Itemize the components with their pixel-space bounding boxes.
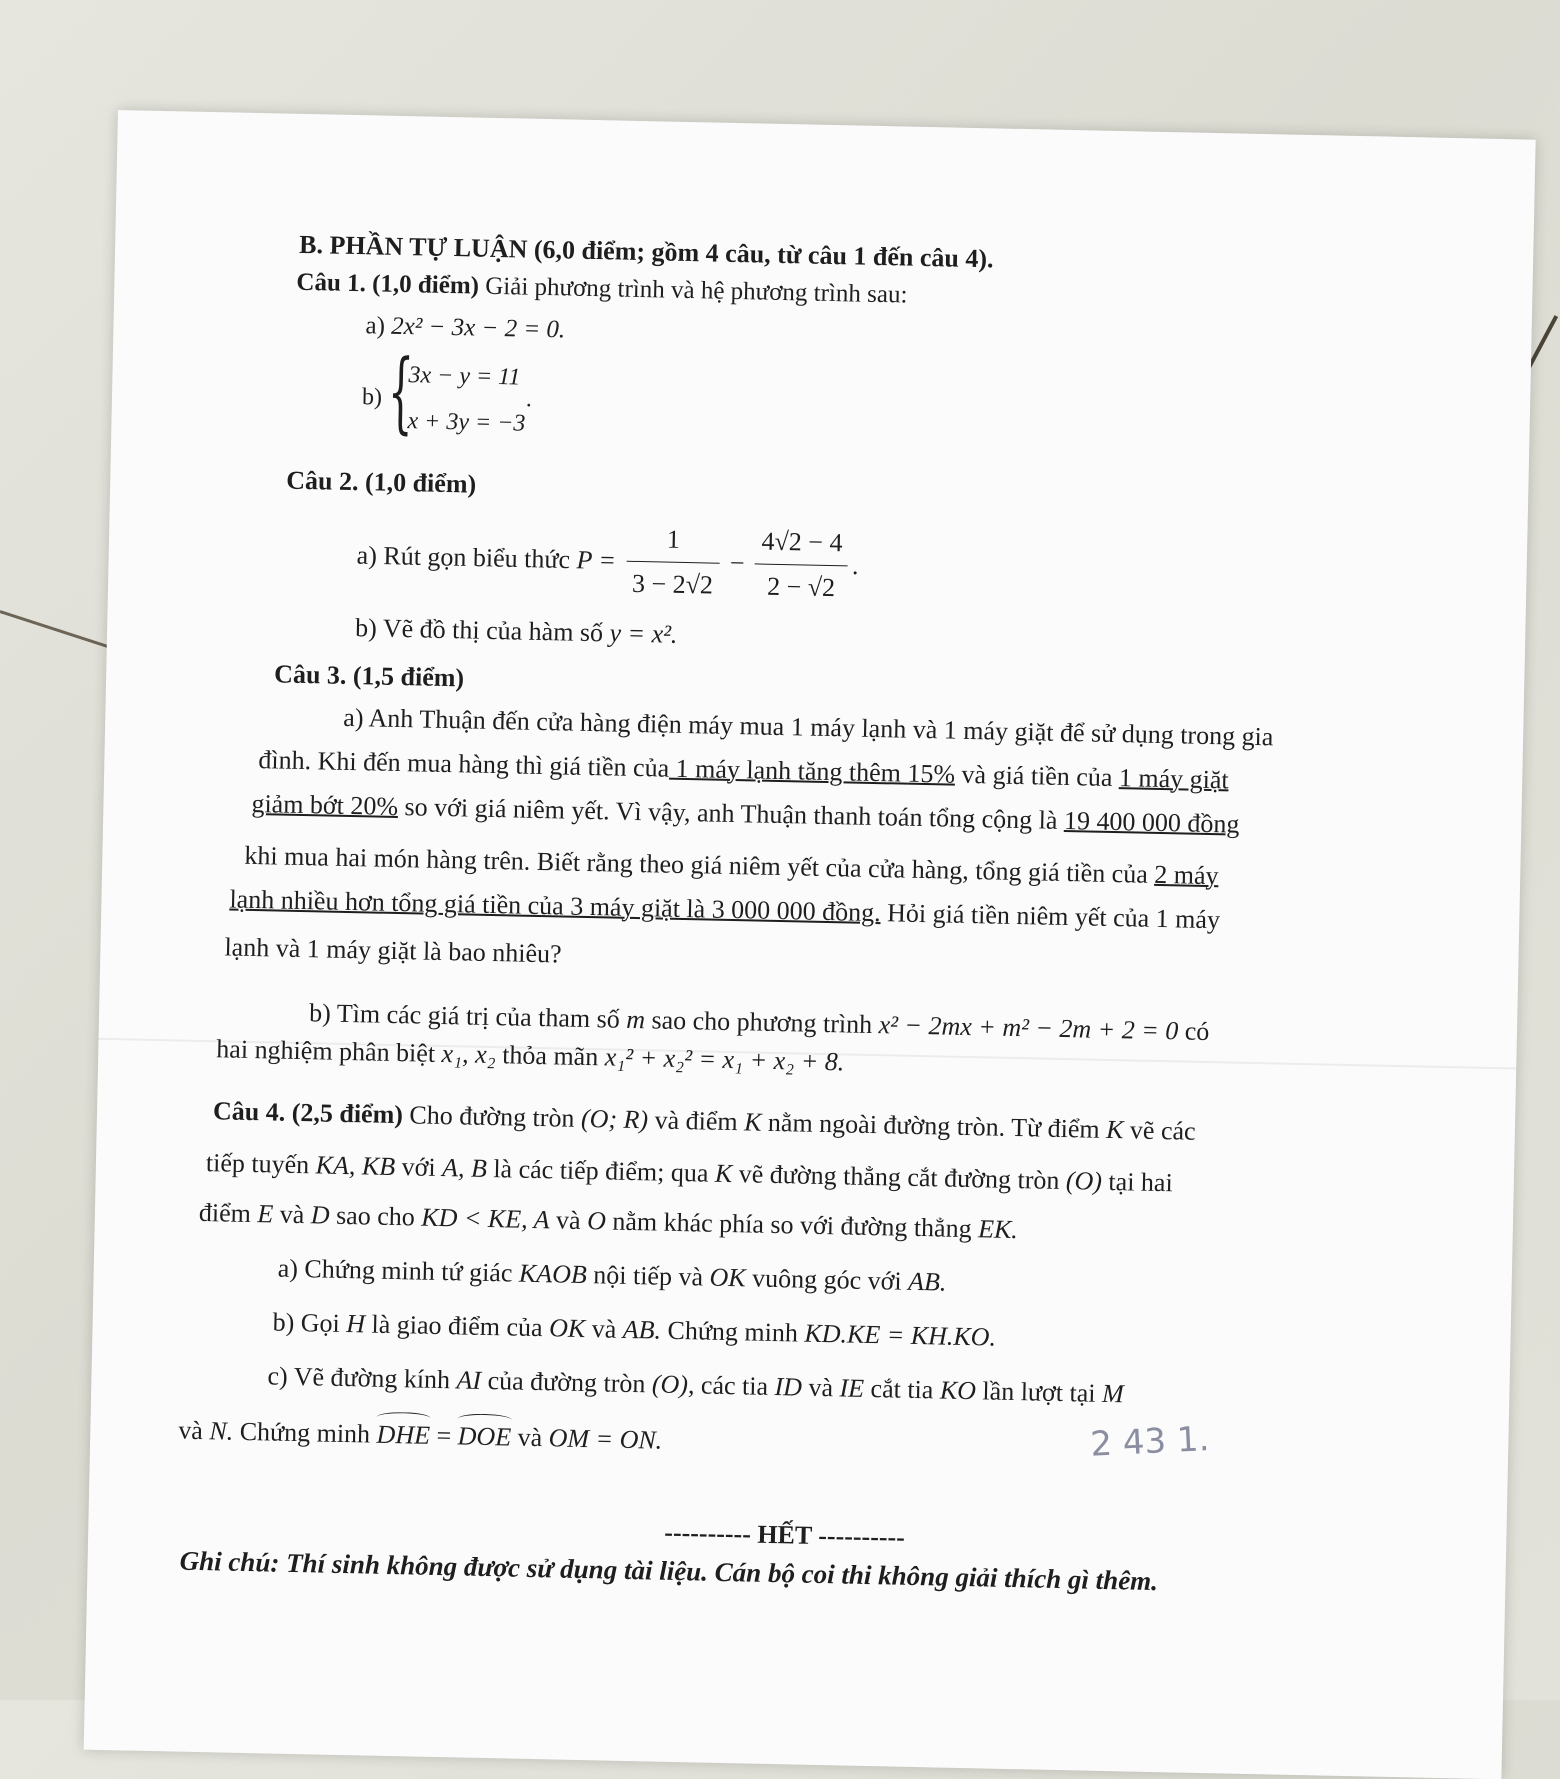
q4-part-a: a) Chứng minh tứ giác KAOB nội tiếp và OK vuông góc với AB.	[277, 1253, 947, 1297]
question-4-line-2: tiếp tuyến KA, KB với A, B là các tiếp điểm; qua K vẽ đường thẳng cắt đường tròn (O) tại hai	[205, 1148, 1174, 1198]
q3-part-b-line-1: b) Tìm các giá trị của tham số m sao cho phương trình x² − 2mx + m² − 2m + 2 = 0 có	[308, 998, 1210, 1047]
arc-dhe: DHE	[376, 1418, 430, 1453]
q3-line-4: khi mua hai món hàng trên. Biết rằng theo giá niêm yết của cửa hàng, tổng giá tiền của 2 máy	[244, 840, 1219, 891]
q4-part-c: c) Vẽ đường kính AI của đường tròn (O), các tia ID và IE cắt tia KO lần lượt tại M	[267, 1361, 1124, 1409]
end-mark: ---------- HẾT ----------	[664, 1517, 906, 1552]
q3-line-3: giảm bớt 20% so với giá niêm yết. Vì vậy, anh Thuận thanh toán tổng cộng là 19 400 000 đồng	[251, 788, 1240, 839]
q3-line-1: a) Anh Thuận đến cửa hàng điện máy mua 1 máy lạnh và 1 máy giặt để sử dụng trong gia	[343, 702, 1274, 752]
fraction: $\frac{1}{3 - 2√2}$	[626, 519, 721, 606]
q4-part-b: b) Gọi H là giao điểm của OK và AB. Chứng minh KD.KE = KH.KO.	[272, 1307, 997, 1352]
q2-part-b: b) Vẽ đồ thị của hàm số y = x².	[354, 613, 678, 649]
q1-part-b: b) { 3x − y = 11 x + 3y = −3 .	[361, 351, 533, 447]
q4-part-c-line-2: và N. Chứng minh DHE = DOE và OM = ON.	[178, 1415, 663, 1455]
question-3: Câu 3. (1,5 điểm)	[273, 659, 465, 693]
q3-line-2: đình. Khi đến mua hàng thì giá tiền của 1 máy lạnh tăng thêm 15% và giá tiền của 1 máy giặt	[258, 745, 1229, 795]
q3-line-6: lạnh và 1 máy giặt là bao nhiêu?	[224, 932, 562, 969]
footnote: Ghi chú: Thí sinh không được sử dụng tài liệu. Cán bộ coi thi không giải thích gì thêm.	[179, 1545, 1159, 1597]
question-2: Câu 2. (1,0 điểm)	[285, 465, 477, 499]
fraction: $\frac{4√2 - 4}{2 - √2}$	[754, 521, 849, 608]
q2-part-a: a) Rút gọn biểu thức P = $\frac{1}{3 - 2√2}$ − $\frac{4√2 - 4}{2 - √2}$ .	[356, 513, 860, 608]
sheet-content	[84, 110, 1536, 1779]
q1-part-a: a) 2x² − 3x − 2 = 0.	[365, 312, 566, 344]
equation-system: { 3x − y = 11 x + 3y = −3	[387, 339, 526, 444]
question-1: Câu 1. (1,0 điểm) Giải phương trình và hệ phương trình sau:	[296, 268, 908, 309]
q3-line-5: lạnh nhiều hơn tổng giá tiền của 3 máy giặt là 3 000 000 đồng. Hỏi giá tiền niêm yết của 1 máy	[229, 884, 1221, 935]
handwritten-note: 2 43 1.	[1089, 1419, 1211, 1465]
question-4-line-1: Câu 4. (2,5 điểm) Cho đường tròn (O; R) và điểm K nằm ngoài đường tròn. Từ điểm K vẽ các	[212, 1096, 1196, 1146]
question-4-line-3: điểm E và D sao cho KD < KE, A và O nằm khác phía so với đường thẳng EK.	[198, 1197, 1019, 1245]
exam-sheet	[84, 110, 1536, 1779]
arc-doe: DOE	[457, 1419, 511, 1454]
section-title: B. PHẦN TỰ LUẬN (6,0 điểm; gồm 4 câu, từ câu 1 đến câu 4).	[298, 229, 994, 274]
q3-part-b-line-2: hai nghiệm phân biệt x₁, x₂ thỏa mãn x₁² + x₂² = x₁ + x₂ + 8.	[216, 1034, 845, 1077]
